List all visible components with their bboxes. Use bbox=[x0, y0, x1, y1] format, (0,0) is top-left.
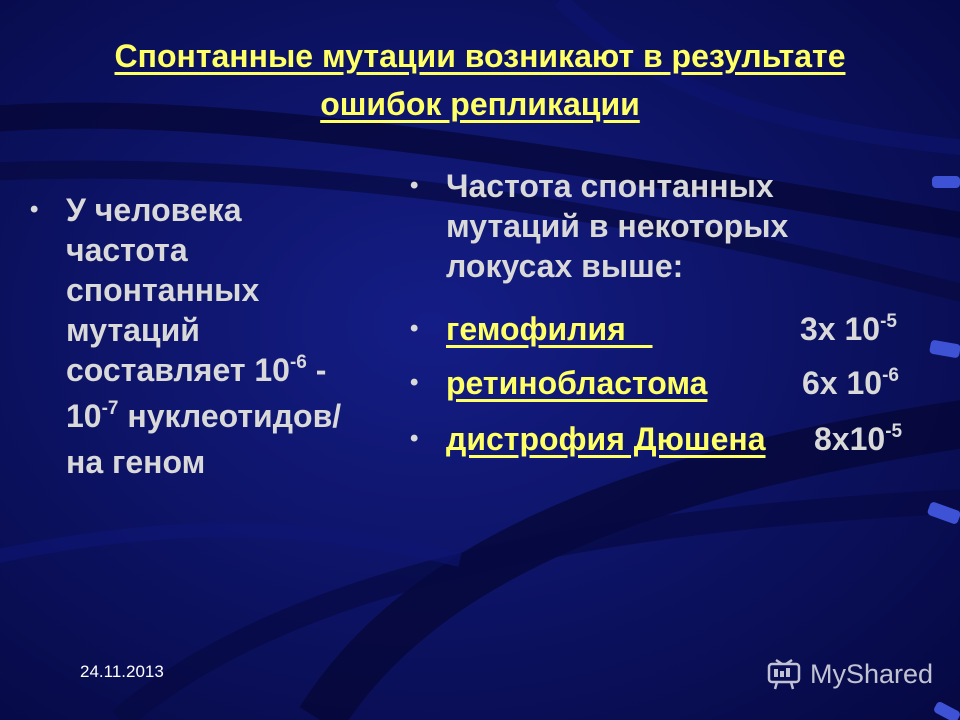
left-bullet bbox=[30, 190, 366, 482]
footer-date: 24.11.2013 bbox=[80, 662, 164, 681]
locus-row bbox=[410, 309, 916, 349]
exponent: -5 bbox=[885, 421, 903, 442]
locus-name: дистрофия Дюшена bbox=[446, 421, 766, 457]
locus-name: гемофилия bbox=[446, 311, 653, 347]
locus-row bbox=[410, 363, 916, 403]
right-intro-text: Частота спонтанных мутаций в некоторых локусах выше: bbox=[446, 168, 789, 284]
watermark-text: MyShared bbox=[810, 658, 934, 689]
bullet-dot: • bbox=[30, 196, 39, 223]
exponent: -5 bbox=[880, 311, 897, 332]
bullet-dot: • bbox=[410, 172, 419, 199]
left-bullet-tail: нуклеотидов/на геном bbox=[66, 398, 342, 480]
locus-frequency bbox=[802, 363, 899, 409]
left-bullet-mid: - 10 bbox=[66, 352, 327, 434]
bullet-dot: • bbox=[410, 369, 419, 396]
projector-icon bbox=[766, 656, 802, 692]
frequency-base: 8х10 bbox=[814, 421, 886, 457]
slide-title-line-1: Спонтанные мутации возникают в результате bbox=[114, 38, 846, 74]
locus-name: ретинобластома bbox=[446, 365, 708, 401]
exponent: -6 bbox=[289, 352, 307, 373]
bullet-dot: • bbox=[410, 425, 419, 452]
exponent: -7 bbox=[101, 398, 119, 419]
locus-frequency bbox=[800, 309, 897, 355]
left-bullet-text: У человека частота спонтанных мутаций составляет 10 bbox=[66, 192, 290, 388]
right-intro-bullet bbox=[410, 166, 866, 286]
slide-title-line-2: ошибок репликации bbox=[320, 86, 640, 122]
watermark[interactable] bbox=[766, 654, 933, 694]
locus-row bbox=[410, 419, 916, 459]
exponent: -6 bbox=[882, 365, 899, 386]
frequency-base: 3х 10 bbox=[800, 311, 881, 347]
locus-frequency bbox=[814, 419, 902, 465]
bullet-dot: • bbox=[410, 315, 419, 342]
frequency-base: 6х 10 bbox=[802, 365, 883, 401]
